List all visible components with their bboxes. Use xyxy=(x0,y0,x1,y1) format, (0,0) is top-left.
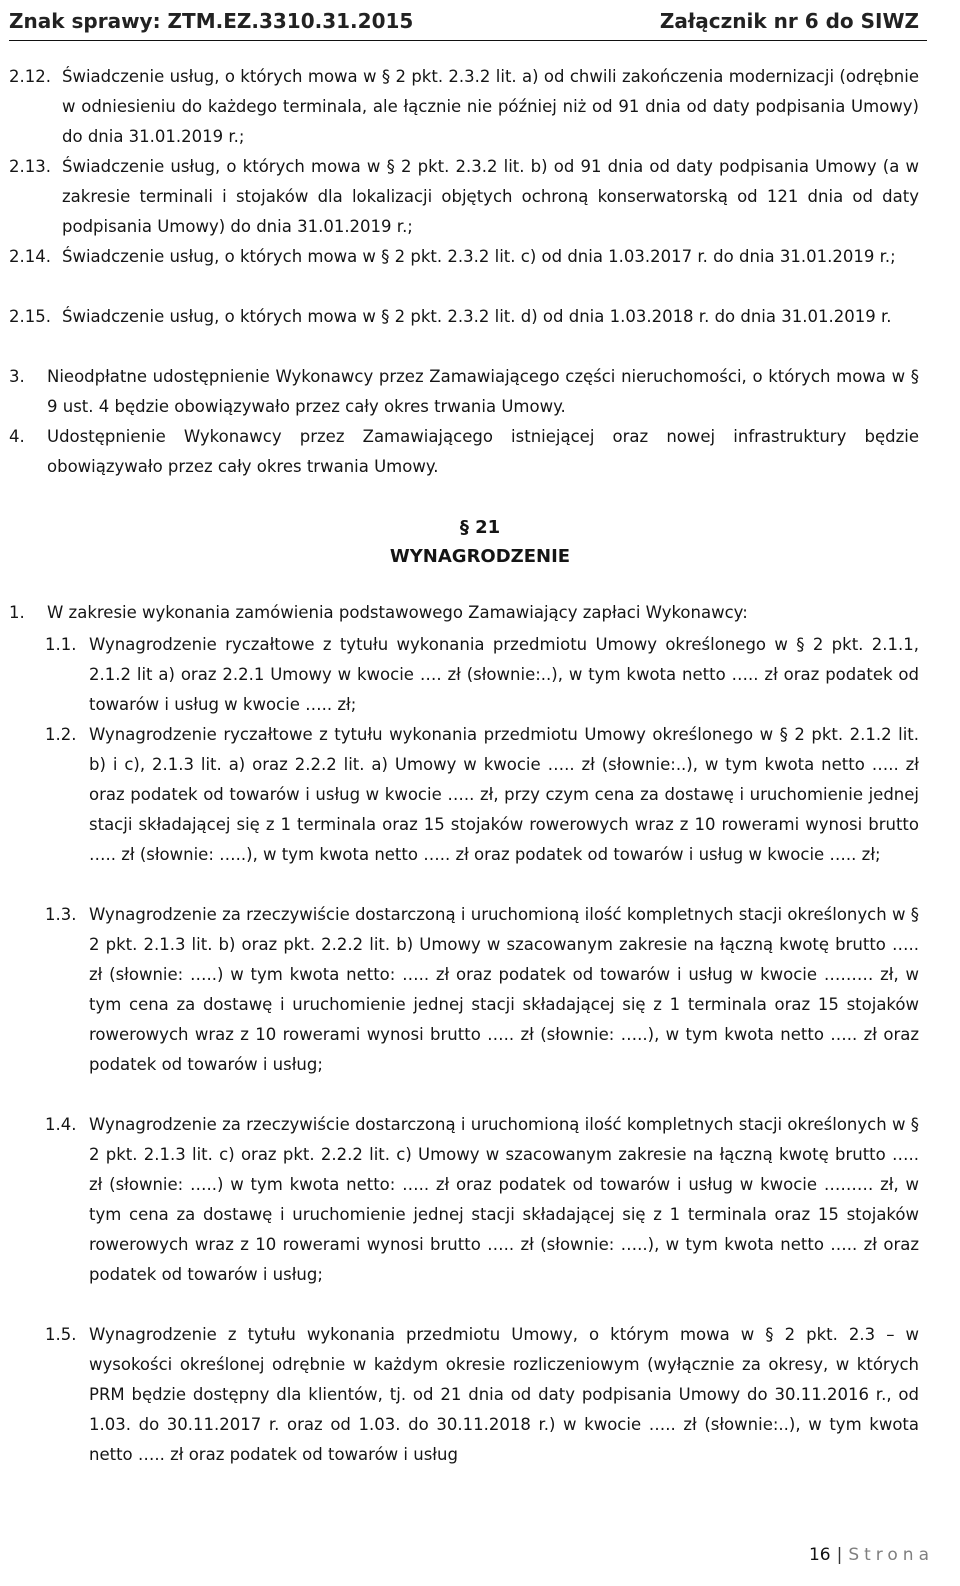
header-divider xyxy=(9,40,927,41)
item-text: Świadczenie usług, o których mowa w § 2 pkt. 2.3.2 lit. c) od dnia 1.03.2017 r. do dnia 31.01.2019 r.; xyxy=(62,247,896,266)
item-number: 1. xyxy=(9,603,25,622)
item-text: Udostępnienie Wykonawcy przez Zamawiającego istniejącej oraz nowej infrastruktury będzie obowiązywało przez cały okres trwania Umowy. xyxy=(47,427,919,476)
item-number: 2.14. xyxy=(9,247,51,266)
annex-label: Załącznik nr 6 do SIWZ xyxy=(659,9,919,33)
item-text: W zakresie wykonania zamówienia podstawowego Zamawiający zapłaci Wykonawcy: xyxy=(47,603,748,622)
page-label: Strona xyxy=(848,1545,934,1565)
item-number: 1.4. xyxy=(45,1115,77,1134)
item-number: 1.3. xyxy=(45,905,77,924)
item-text: Wynagrodzenie za rzeczywiście dostarczoną i uruchomioną ilość kompletnych stacji określonych w § 2 pkt. 2.1.3 lit. c) oraz pkt. 2.2.2 lit. c) Umowy w szacowanym zakresie na łączną kwotę brutto ….. zł (słownie: …..) w tym kwota netto: ….. zł oraz podatek od towarów i usług w kwocie ……… zł, w tym cena za dostawę i uruchomienie jednej stacji składającej się z 1 terminala oraz 15 stojaków rowerowych wraz z 10 rowerami wynosi brutto ….. zł (słownie: …..), w tym kwota netto ….. zł oraz podatek od towarów i usług; xyxy=(89,1115,919,1284)
item-text: Wynagrodzenie z tytułu wykonania przedmiotu Umowy, o którym mowa w § 2 pkt. 2.3 – w wysokości określonej odrębnie w każdym okresie rozliczeniowym (wyłącznie za okresy, w których PRM będzie dostępny dla klientów, tj. od 21 dnia od daty podpisania Umowy do 30.11.2016 r., od 1.03. do 30.11.2017 r. oraz od 1.03. do 30.11.2018 r.) w kwocie ….. zł (słownie:..), w tym kwota netto ….. zł oraz podatek od towarów i usług xyxy=(89,1325,919,1464)
item-number: 2.15. xyxy=(9,307,51,326)
item-text: Wynagrodzenie za rzeczywiście dostarczoną i uruchomioną ilość kompletnych stacji określonych w § 2 pkt. 2.1.3 lit. b) oraz pkt. 2.2.2 lit. b) Umowy w szacowanym zakresie na łączną kwotę brutto ….. zł (słownie: …..) w tym kwota netto: ….. zł oraz podatek od towarów i usług w kwocie ……… zł, w tym cena za dostawę i uruchomienie jednej stacji składającej się z 1 terminala oraz 15 stojaków rowerowych wraz z 10 rowerami wynosi brutto ….. zł (słownie: …..), w tym kwota netto ….. zł oraz podatek od towarów i usług; xyxy=(89,905,919,1074)
item-number: 1.1. xyxy=(45,635,77,654)
item-text: Wynagrodzenie ryczałtowe z tytułu wykonania przedmiotu Umowy określonego w § 2 pkt. 2.1.2 lit. b) i c), 2.1.3 lit. a) oraz 2.2.2 lit. a) Umowy w kwocie ….. zł (słownie:..), w tym kwota netto ….. zł oraz podatek od towarów i usług w kwocie ….. zł, przy czym cena za dostawę i uruchomienie jednej stacji składającej się z 1 terminala oraz 15 stojaków rowerowych wraz z 10 rowerami wynosi brutto ….. zł (słownie: …..), w tym kwota netto ….. zł oraz podatek od towarów i usług w kwocie ….. zł; xyxy=(89,725,919,864)
page-footer xyxy=(809,1544,934,1566)
section-title: WYNAGRODZENIE xyxy=(389,546,571,567)
footer-separator: | xyxy=(836,1545,843,1565)
item-number: 4. xyxy=(9,427,25,446)
item-text: Świadczenie usług, o których mowa w § 2 pkt. 2.3.2 lit. d) od dnia 1.03.2018 r. do dnia 31.01.2019 r. xyxy=(62,307,892,326)
item-text: Nieodpłatne udostępnienie Wykonawcy przez Zamawiającego części nieruchomości, o których mowa w § 9 ust. 4 będzie obowiązywało przez cały okres trwania Umowy. xyxy=(47,367,919,416)
case-number: Znak sprawy: ZTM.EZ.3310.31.2015 xyxy=(9,9,414,33)
item-text: Wynagrodzenie ryczałtowe z tytułu wykonania przedmiotu Umowy określonego w § 2 pkt. 2.1.1, 2.1.2 lit a) oraz 2.2.1 Umowy w kwocie …. zł (słownie:..), w tym kwota netto ….. zł oraz podatek od towarów i usług w kwocie ….. zł; xyxy=(89,635,919,714)
item-text: Świadczenie usług, o których mowa w § 2 pkt. 2.3.2 lit. a) od chwili zakończenia modernizacji (odrębnie w odniesieniu do każdego terminala, ale łącznie nie później niż od 91 dnia od daty podpisania Umowy) do dnia 31.01.2019 r.; xyxy=(62,67,919,146)
item-number: 2.13. xyxy=(9,157,51,176)
page-header xyxy=(9,9,919,33)
item-number: 3. xyxy=(9,367,25,386)
item-number: 1.5. xyxy=(45,1325,77,1344)
section-number: § 21 xyxy=(459,517,501,538)
page-number: 16 xyxy=(808,1545,831,1565)
item-text: Świadczenie usług, o których mowa w § 2 pkt. 2.3.2 lit. b) od 91 dnia od daty podpisania Umowy (a w zakresie terminali i stojaków dla lokalizacji objętych ochroną konserwatorską od 121 dnia od daty podpisania Umowy) do dnia 31.01.2019 r.; xyxy=(62,157,919,236)
item-number: 1.2. xyxy=(45,725,77,744)
item-number: 2.12. xyxy=(9,67,51,86)
